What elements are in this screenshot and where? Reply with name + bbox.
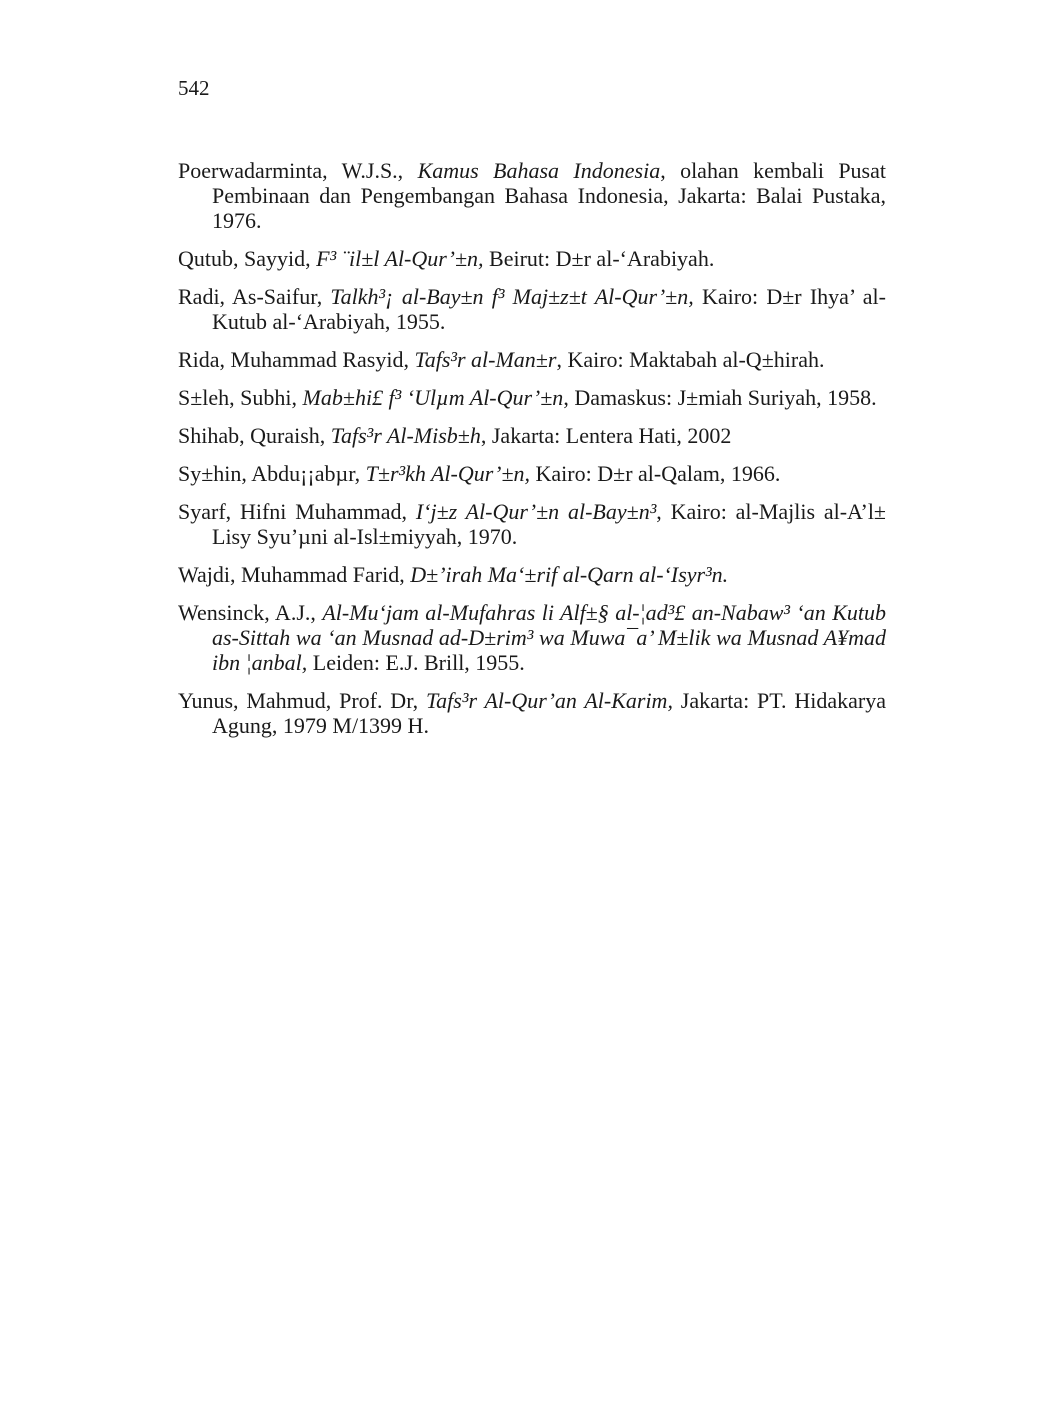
entry-title: Tafs³r Al-Qur’an Al-Karim, xyxy=(425,688,673,713)
entry-author: Poerwadarminta, W.J.S., xyxy=(178,158,418,183)
entry-author: Syarf, Hifni Muhammad, xyxy=(178,499,416,524)
entry-author: Radi, As-Saifur, xyxy=(178,284,331,309)
entry-title: I‘j±z Al-Qur’±n al-Bay±n³ xyxy=(415,499,657,524)
bibliography-entry xyxy=(178,158,886,233)
bibliography-entry xyxy=(178,688,886,738)
entry-title: Tafs³r al-Man±r xyxy=(414,347,557,372)
entry-author: Sy±hin, Abdu¡¡abµr, xyxy=(178,461,366,486)
entry-author: Yunus, Mahmud, Prof. Dr, xyxy=(178,688,426,713)
bibliography-entry xyxy=(178,246,886,271)
bibliography-entry xyxy=(178,423,886,448)
entry-publication: Beirut: D±r al-‘Arabiyah. xyxy=(483,246,715,271)
entry-publication: Kairo: D±r al-Qalam, 1966. xyxy=(530,461,781,486)
entry-publication: , olahan kembali Pusat Pembinaan dan Pengembangan Bahasa Indonesia, Jakarta: Balai Pustaka, 1976. xyxy=(212,158,886,233)
bibliography-entry xyxy=(178,600,886,675)
entry-publication: , Kairo: al-Majlis al-A’l± Lisy Syu’µni al-Isl±miyyah, 1970. xyxy=(212,499,887,549)
entry-author: Wensinck, A.J., xyxy=(178,600,323,625)
entry-title: Al-Mu‘jam al-Mufahras li Alf±§ al-¦ad³£ an-Nabaw³ ‘an Kutub as-Sittah wa ‘an Musnad ad-D±rim³ wa Muwa¯a’ M±lik wa Musnad A¥mad ibn ¦anbal, xyxy=(212,600,886,675)
entry-author: S±leh, Subhi, xyxy=(178,385,303,410)
entry-title: Talkh³¡ al-Bay±n f³ Maj±z±t Al-Qur’±n, xyxy=(330,284,694,309)
entry-publication: Kairo: D±r Ihya’ al-Kutub al-‘Arabiyah, 1955. xyxy=(212,284,886,334)
entry-author: Qutub, Sayyid, xyxy=(178,246,317,271)
entry-title: D±’irah Ma‘±rif al-Qarn al-‘Isyr³n. xyxy=(410,562,729,587)
entry-title: Tafs³r Al-Misb±h xyxy=(330,423,481,448)
entry-author: Rida, Muhammad Rasyid, xyxy=(178,347,415,372)
entry-title: T±r³kh Al-Qur’±n, xyxy=(365,461,531,486)
entry-title: Kamus Bahasa Indonesia xyxy=(417,158,661,183)
bibliography-entry xyxy=(178,347,886,372)
entry-author: Wajdi, Muhammad Farid, xyxy=(178,562,411,587)
entry-publication: Leiden: E.J. Brill, 1955. xyxy=(307,650,525,675)
bibliography-entry xyxy=(178,461,886,486)
entry-author: Shihab, Quraish, xyxy=(178,423,331,448)
entry-publication: , Jakarta: Lentera Hati, 2002 xyxy=(480,423,732,448)
entry-title: F³ ¨il±l Al-Qur’±n, xyxy=(316,246,484,271)
entry-publication: , Damaskus: J±miah Suriyah, 1958. xyxy=(563,385,877,410)
bibliography-entry xyxy=(178,562,886,587)
entry-publication: , Kairo: Maktabah al-Q±hirah. xyxy=(556,347,825,372)
bibliography-entry xyxy=(178,284,886,334)
bibliography-entry xyxy=(178,385,886,410)
bibliography-entry xyxy=(178,499,886,549)
bibliography-list xyxy=(178,158,886,751)
entry-title: Mab±hi£ f³ ‘Ulµm Al-Qur’±n xyxy=(302,385,564,410)
page-number: 542 xyxy=(178,76,210,100)
entry-publication: Jakarta: PT. Hidakarya Agung, 1979 M/1399 H. xyxy=(212,688,886,738)
